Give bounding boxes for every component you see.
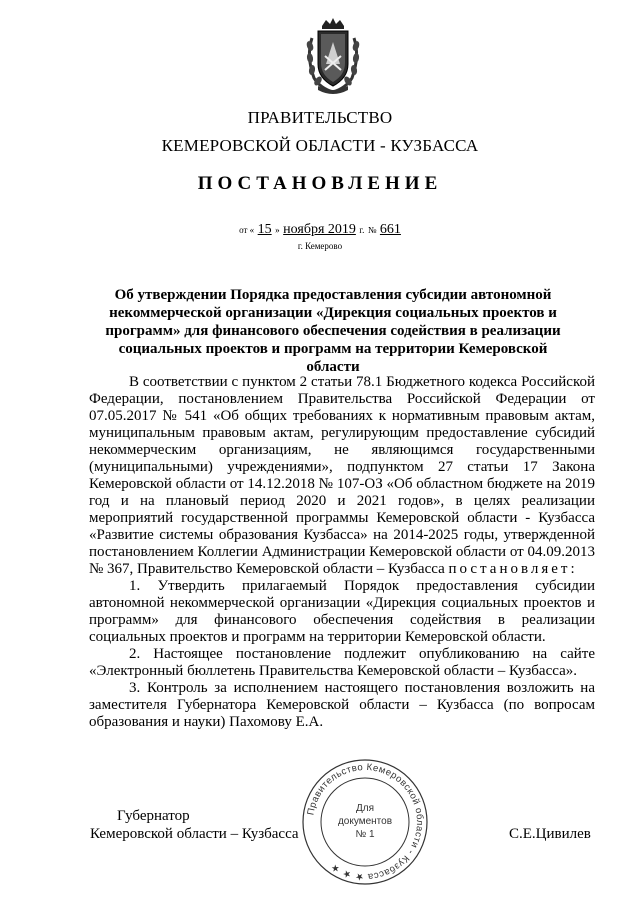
city-label: г. Кемерово (297, 241, 343, 251)
date-number-line (0, 222, 640, 238)
coat-of-arms-emblem (304, 16, 362, 98)
stamp-line1: Для (355, 803, 375, 814)
document-number: 661 (379, 222, 401, 237)
paragraph-item-3: 3. Контроль за исполнением настоящего постановления возложить на заместителя Губернатора Кемеровской области – Кузбасса (по вопросам образования и науки) Пахомову Е.А. (89, 680, 595, 730)
date-month-year: ноября 2019 (283, 222, 356, 237)
government-name-line2: КЕМЕРОВСКОЙ ОБЛАСТИ - КУЗБАССА (161, 136, 479, 155)
stamp-line3: № 1 (355, 829, 375, 840)
paragraph-item-1: 1. Утвердить прилагаемый Порядок предоставления субсидии автономной некоммерческой организации «Дирекция социальных проектов и программ» для финансового обеспечения содействия в реализации социальных проектов и программ на территории Кемеровской области. (89, 578, 595, 645)
stamp-line2: документов (337, 816, 393, 827)
paragraph-item-2: 2. Настоящее постановление подлежит опубликованию на сайте «Электронный бюллетень Правительства Кемеровской области – Кузбасса». (89, 646, 595, 679)
signature-role: Губернатор (117, 808, 190, 824)
document-body (89, 374, 595, 731)
signature-name: С.Е.Цивилев (509, 826, 591, 842)
date-prefix: от « (239, 225, 255, 235)
svg-text:Правительство Кемеровской обла: Правительство Кемеровской области - Кузбасса ★ ★ ★ (305, 761, 426, 883)
date-day: 15 (257, 222, 272, 237)
official-stamp (300, 757, 430, 887)
paragraph-preamble (89, 374, 595, 578)
government-name-line1: ПРАВИТЕЛЬСТВО (247, 108, 393, 127)
document-type-heading: ПОСТАНОВЛЕНИЕ (197, 173, 443, 194)
signature-organization: Кемеровской области – Кузбасса (90, 826, 299, 842)
year-suffix: г. (359, 225, 365, 235)
date-mid: » (275, 225, 280, 235)
resolves-word: постановляет: (448, 561, 578, 577)
preamble-text: В соответствии с пунктом 2 статьи 78.1 Бюджетного кодекса Российской Федерации, постановлением Правительства Российской Федерации от 07.05.2017 № 541 «Об общих требованиях к нормативным правовым актам, муниципальным правовым актам, регулирующим предоставление субсидий некоммерческим организациям, не являющимся государственными (муниципальными) учреждениями», подпунктом 27 статьи 17 Закона Кемеровской области от 14.12.2018 № 107-ОЗ «Об областном бюджете на 2019 год и на плановый период 2020 и 2021 годов», в целях реализации мероприятий государственной программы Кемеровской области - Кузбасса «Развитие системы образования Кузбасса» на 2014-2025 годы, утвержденной постановлением Коллегии Администрации Кемеровской области от 04.09.2013 № 367, Правительство Кемеровской области – Кузбасса (89, 374, 595, 577)
number-label: № (367, 225, 377, 235)
document-title: Об утверждении Порядка предоставления субсидии автономной некоммерческой организации «Дирекция социальных проектов и программ» для финансового обеспечения содействия в реализации социальных проектов и программ на территории Кемеровской области (105, 287, 561, 375)
